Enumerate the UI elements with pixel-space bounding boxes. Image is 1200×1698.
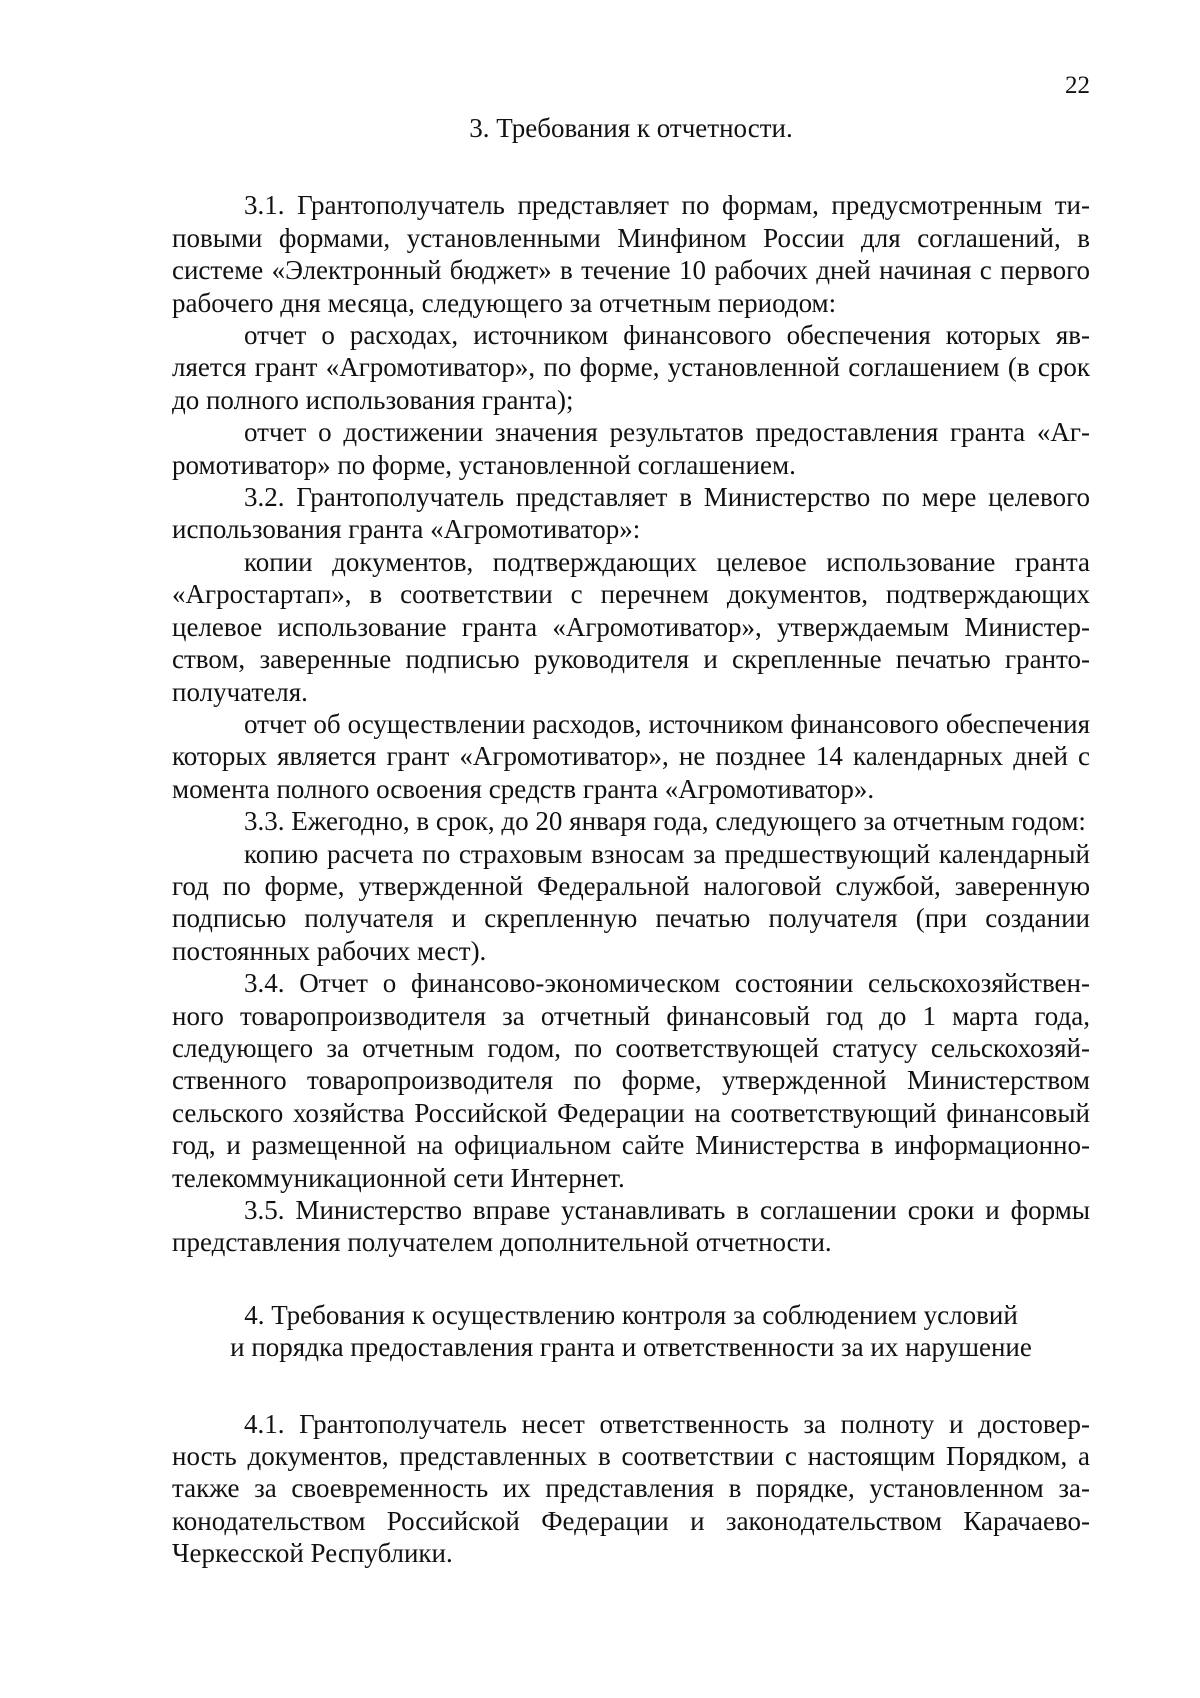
paragraph-3-2-item-1: копии документов, подтверждающих целевое использование гранта «Агростартап», в соответствии с перечнем документов, подтверждающих целевое использование гранта «Агромотиватор», утверждаемым Министерством, заверенные подписью руководителя и скрепленные печатью грантополучателя. <box>172 546 1090 707</box>
page-number: 22 <box>1065 72 1090 99</box>
paragraph-3-1-item-2: отчет о достижении значения результатов предоставления гранта «Агромотиватор» по форме, установленной соглашением. <box>172 417 1090 480</box>
section-4-heading-line-1: 4. Требования к осуществлению контроля за соблюдением условий <box>244 1299 1018 1330</box>
section-3-heading: 3. Требования к отчетности. <box>469 113 793 143</box>
paragraph-3-1: 3.1. Грантополучатель представляет по формам, предусмотренным типовыми формами, установленными Минфином России для соглашений, в системе «Электронный бюджет» в течение 10 рабочих дней начиная с первого рабочего дня месяца, следующего за отчетным периодом: <box>172 190 1090 318</box>
section-4-heading-line-2: и порядка предоставления гранта и ответственности за их нарушение <box>230 1332 1032 1363</box>
paragraph-3-3-item-1: копию расчета по страховым взносам за предшествующий календарный год по форме, утвержденной Федеральной налоговой службой, заверенную подписью получателя и скрепленную печатью получателя (при создании постоянных рабочих мест). <box>172 838 1090 966</box>
paragraph-3-2: 3.2. Грантополучатель представляет в Министерство по мере целевого использования гранта «Агромотиватор»: <box>172 482 1090 545</box>
paragraph-3-1-item-1: отчет о расходах, источником финансового обеспечения которых является грант «Агромотиватор», по форме, установленной соглашением (в срок до полного использования гранта); <box>172 320 1090 415</box>
paragraph-3-5: 3.5. Министерство вправе устанавливать в соглашении сроки и формы представления получателем дополнительной отчетности. <box>172 1195 1090 1258</box>
paragraph-3-3: 3.3. Ежегодно, в срок, до 20 января года, следующего за отчетным годом: <box>244 806 1086 837</box>
document-body <box>172 112 1090 1570</box>
paragraph-3-4: 3.4. Отчет о финансово-экономическом состоянии сельскохозяйственного товаропроизводителя за отчетный финансовый год до 1 марта года, следующего за отчетным годом, по соответствующей статусу сельскохозяйственного товаропроизводителя по форме, утвержденной Министерством сельского хозяйства Российской Федерации на соответствующий финансовый год, и размещенной на официальном сайте Министерства в информационно-телекоммуникационной сети Интернет. <box>172 968 1090 1193</box>
paragraph-4-1: 4.1. Грантополучатель несет ответственность за полноту и достоверность документов, представленных в соответствии с настоящим Порядком, а также за своевременность их представления в порядке, установленном законодательством Российской Федерации и законодательством Карачаево-Черкесской Республики. <box>172 1408 1090 1569</box>
paragraph-3-2-item-2: отчет об осуществлении расходов, источником финансового обеспечения которых является грант «Агромотиватор», не позднее 14 календарных дней с момента полного освоения средств гранта «Агромотиватор». <box>172 708 1090 804</box>
section-4-heading <box>172 1299 1090 1364</box>
